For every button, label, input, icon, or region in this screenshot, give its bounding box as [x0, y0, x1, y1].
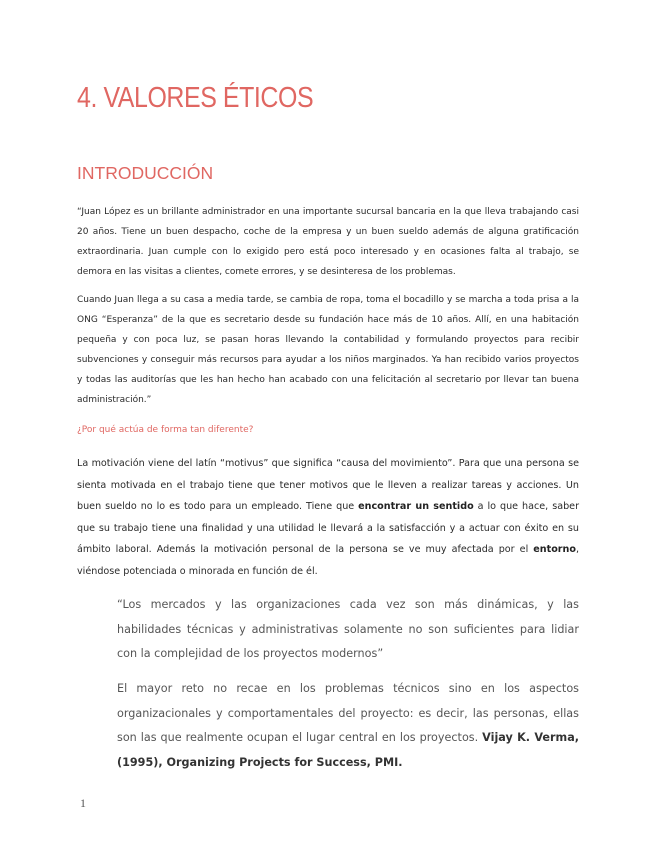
motivation-text-2: a lo que hace, saber que su trabajo tiene una finalidad y una utilidad le llevará a la satisfacción y a actuar con éxito en su ámbito laboral. Además la motivación personal de la persona se ve muy afectada por el: [77, 501, 580, 555]
motivation-text-3: , viéndose potenciada o minorada en función de él.: [77, 544, 579, 577]
question-heading: ¿Por qué actúa de forma tan diferente?: [77, 425, 254, 435]
section-title: INTRODUCCIÓN: [77, 163, 214, 183]
page-number: 1: [80, 796, 86, 810]
chapter-title: 4. VALORES ÉTICOS: [77, 82, 314, 114]
block-quote-2: [117, 677, 579, 775]
case-paragraph-2: Cuando Juan llega a su casa a media tarde, se cambia de ropa, toma el bocadillo y se marcha a toda prisa a la ONG “Esperanza” de la que es secretario desde su fundación hace más de 10 años. Allí, en una habitación pequeña y con poca luz, se pasan horas llevando la contabilidad y formulando proyectos para recibir subvenciones y conseguir más recursos para ayudar a los niños marginados. Ya han recibido varios proyectos y todas las auditorías que les han hecho han acabado con una felicitación al secretario por llevar tan buena administración.”: [77, 295, 579, 405]
block-quote-2-text: El mayor reto no recae en los problemas técnicos sino en los aspectos organizacionales y comportamentales del proyecto: es decir, las personas, ellas son las que realmente ocupan el lugar central en los proyectos.: [117, 682, 579, 744]
quote-citation: Vijay K. Verma, (1995), Organizing Projects for Success, PMI.: [117, 731, 579, 769]
motivation-paragraph: [77, 453, 579, 582]
motivation-text-1: La motivación viene del latín “motivus” que significa “causa del movimiento”. Para que una persona se sienta motivada en el trabajo tiene que tener motivos que le lleven a realizar tareas y acciones. Un buen sueldo no lo es todo para un empleado. Tiene que: [77, 458, 579, 512]
case-paragraph-1: “Juan López es un brillante administrador en una importante sucursal bancaria en la que lleva trabajando casi 20 años. Tiene un buen despacho, coche de la empresa y un buen sueldo además de alguna gratificación extraordinaria. Juan cumple con lo exigido pero está poco interesado y en ocasiones falta al trabajo, se demora en las visitas a clientes, comete errores, y se desinteresa de los problemas.: [77, 207, 579, 277]
block-quote-1: “Los mercados y las organizaciones cada vez son más dinámicas, y las habilidades técnicas y administrativas solamente no son suficientes para lidiar con la complejidad de los proyectos modernos”: [117, 598, 579, 660]
motivation-emphasis-environment: entorno: [533, 544, 576, 555]
motivation-emphasis-sense: encontrar un sentido: [358, 501, 474, 512]
